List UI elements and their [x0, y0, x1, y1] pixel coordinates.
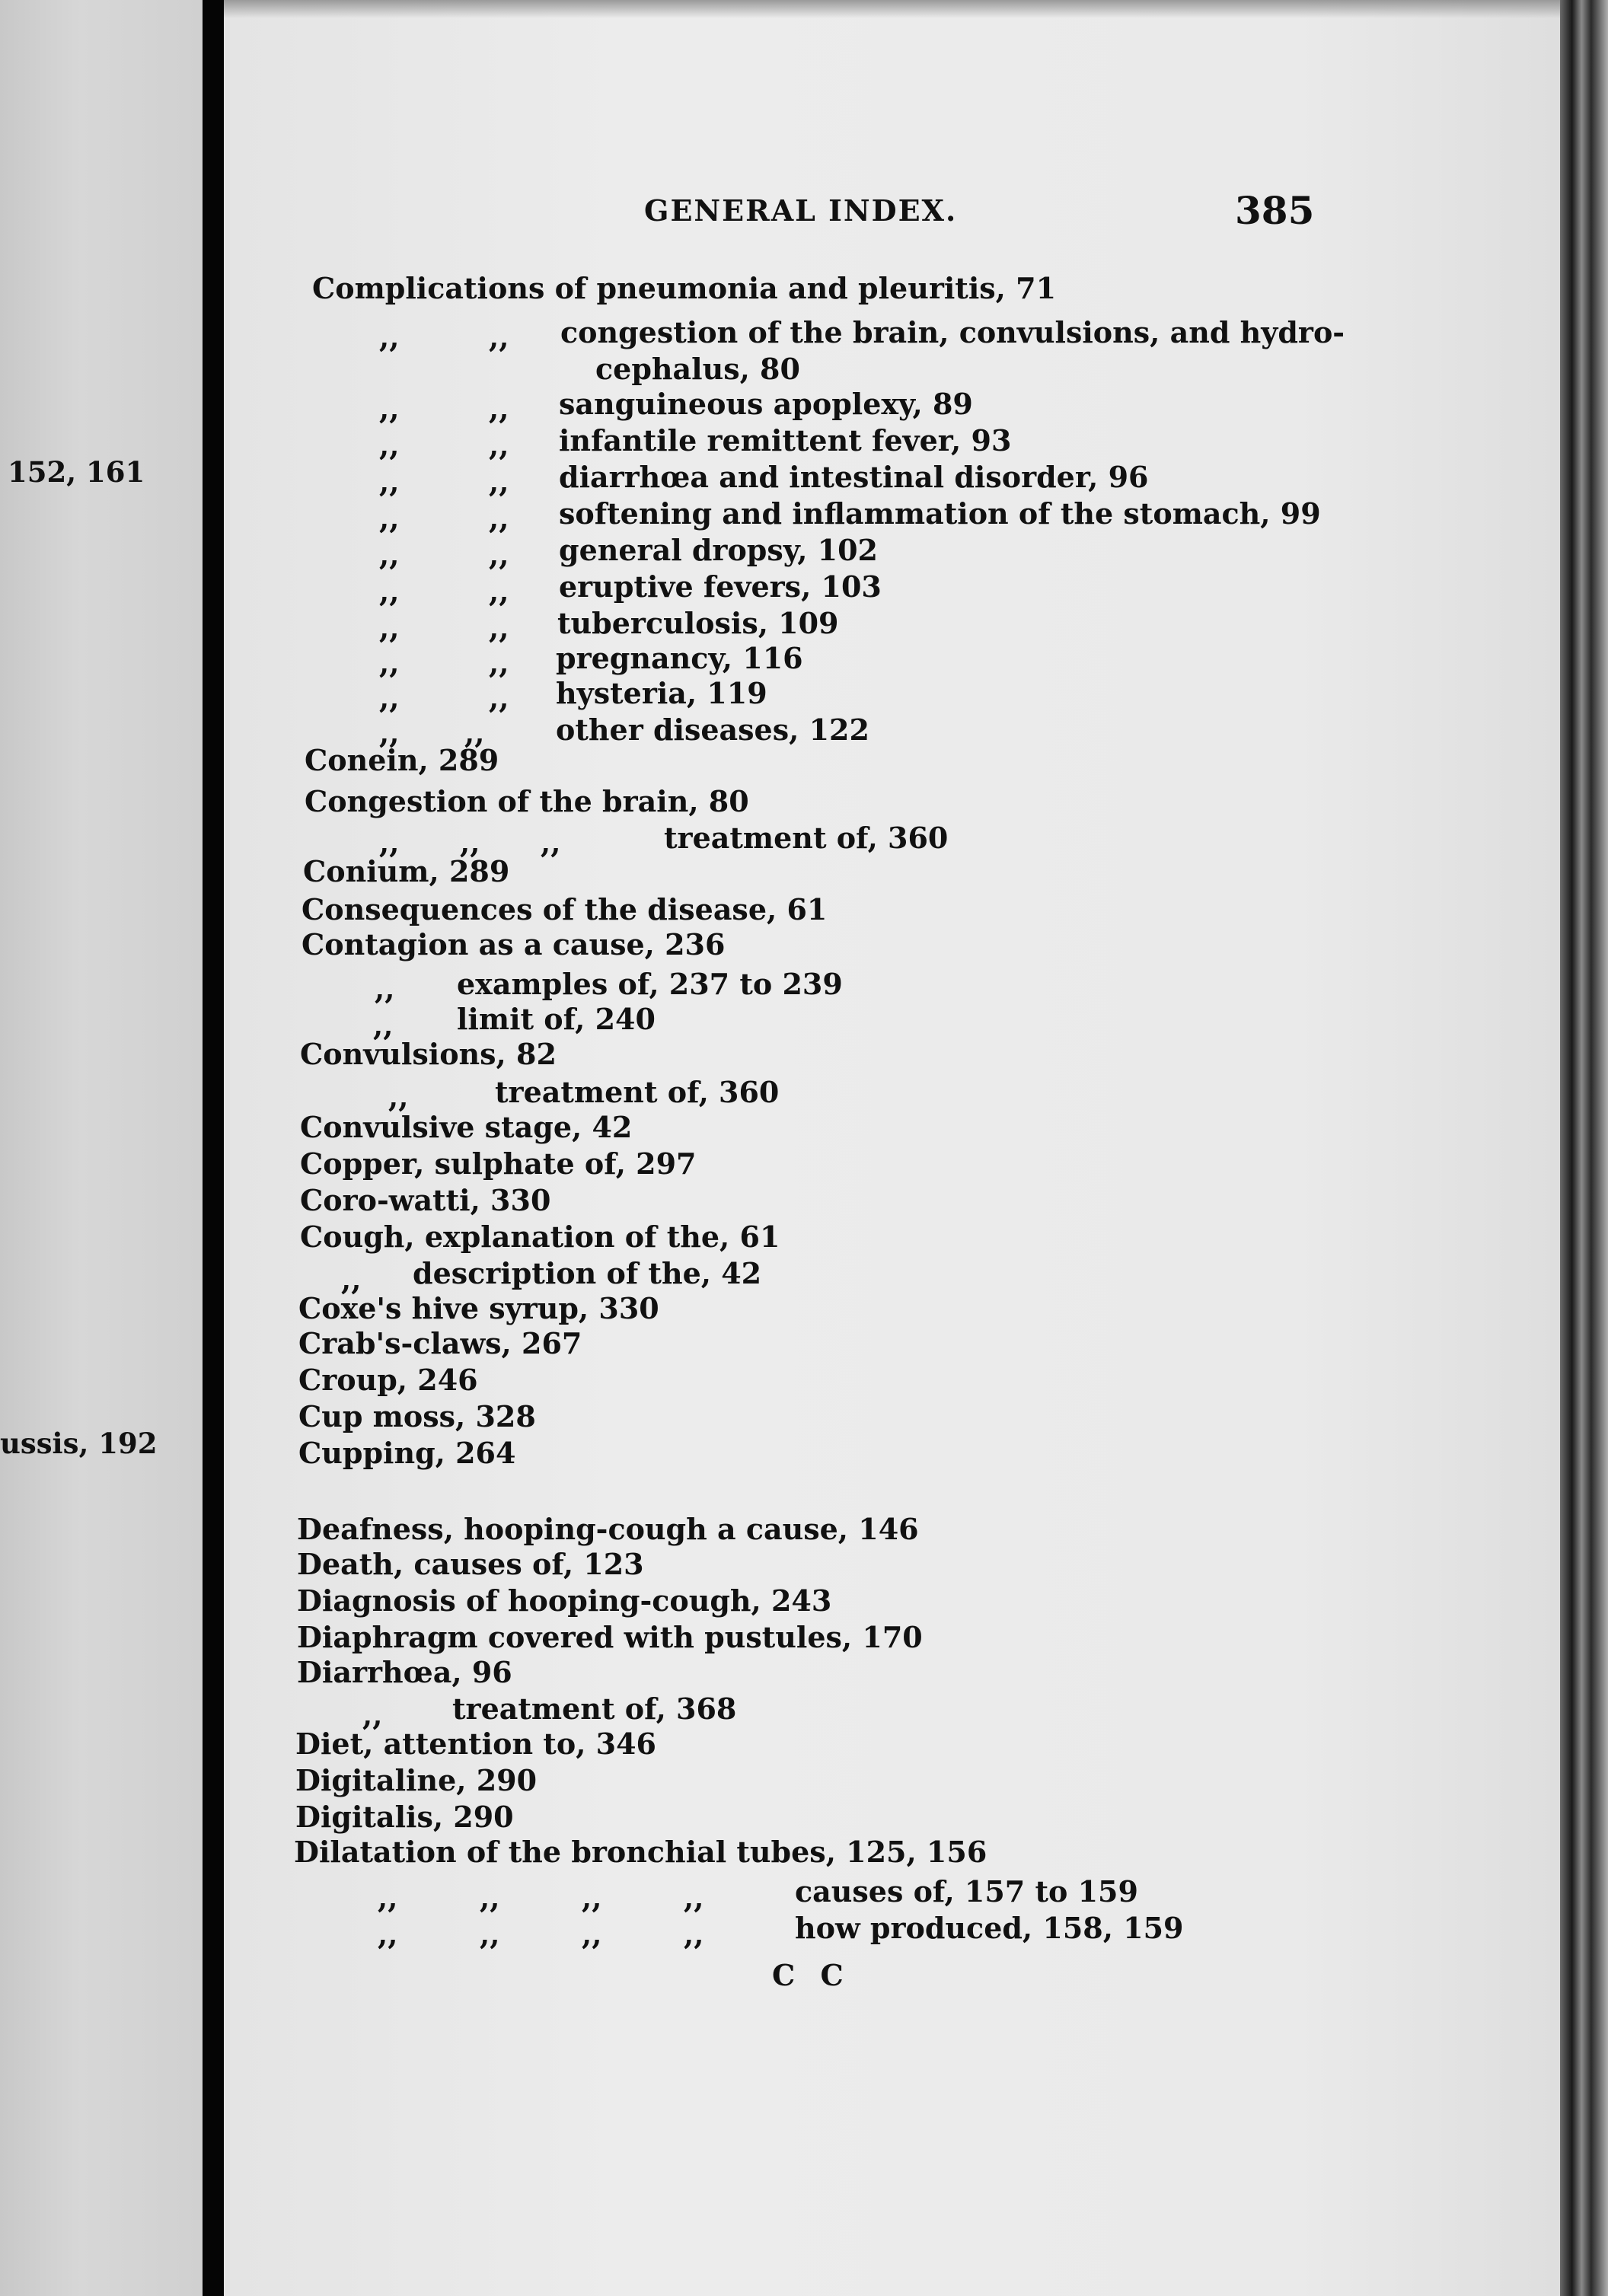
ditto-mark: ,,: [489, 320, 509, 354]
index-subentry: eruptive fevers, 103: [559, 569, 882, 604]
index-entry: Diet, attention to, 346: [295, 1727, 656, 1761]
ditto-mark: ,,: [388, 1079, 409, 1114]
ditto-mark: ,,: [362, 1698, 383, 1732]
ditto-mark: ,,: [541, 825, 561, 859]
ditto-mark: ,,: [379, 681, 400, 715]
ditto-mark: ,,: [379, 537, 400, 572]
index-entry: Cup moss, 328: [298, 1399, 536, 1433]
index-entry: Diarrhœa, 96: [297, 1655, 512, 1689]
ditto-mark: ,,: [379, 825, 400, 859]
running-header: GENERAL INDEX.: [644, 193, 958, 228]
ditto-mark: ,,: [373, 1008, 394, 1042]
index-subentry: softening and inflammation of the stomach, 99: [559, 496, 1321, 531]
index-entry: Cupping, 264: [298, 1436, 516, 1470]
ditto-mark: ,,: [379, 574, 400, 608]
index-subentry: treatment of, 360: [495, 1075, 780, 1109]
ditto-mark: ,,: [582, 1917, 602, 1951]
index-subentry: tuberculosis, 109: [557, 606, 839, 640]
index-entry: Consequences of the disease, 61: [302, 892, 828, 926]
ditto-mark: ,,: [379, 391, 400, 426]
ditto-mark: ,,: [378, 1880, 398, 1915]
index-subentry: pregnancy, 116: [556, 641, 803, 675]
index-subentry: causes of, 157 to 159: [795, 1874, 1138, 1909]
index-subentry: treatment of, 360: [664, 821, 949, 855]
index-entry: Coro-watti, 330: [300, 1183, 551, 1217]
index-entry: Conium, 289: [303, 854, 510, 888]
ditto-mark: ,,: [464, 716, 485, 750]
ditto-mark: ,,: [480, 1880, 500, 1915]
index-entry: Convulsions, 82: [300, 1037, 557, 1071]
ditto-mark: ,,: [489, 611, 509, 645]
index-entry: Diaphragm covered with pustules, 170: [297, 1620, 923, 1654]
index-entry: Complications of pneumonia and pleuritis, 71: [312, 271, 1057, 305]
index-entry: Death, causes of, 123: [297, 1547, 644, 1581]
ditto-mark: ,,: [379, 320, 400, 354]
index-entry: Digitaline, 290: [295, 1763, 538, 1797]
index-subentry: description of the, 42: [413, 1256, 762, 1290]
ditto-mark: ,,: [489, 501, 509, 535]
index-subentry: limit of, 240: [457, 1002, 656, 1036]
index-entry: Deafness, hooping-cough a cause, 146: [297, 1512, 919, 1546]
index-entry: Crab's-claws, 267: [298, 1326, 582, 1360]
index-entry: Dilatation of the bronchial tubes, 125, 156: [294, 1835, 987, 1869]
index-entry: Coxe's hive syrup, 330: [298, 1291, 659, 1325]
ditto-mark: ,,: [489, 681, 509, 715]
index-subentry: treatment of, 368: [452, 1692, 737, 1726]
index-entry: Diagnosis of hooping-cough, 243: [297, 1583, 832, 1618]
ditto-mark: ,,: [379, 611, 400, 645]
index-subentry: examples of, 237 to 239: [457, 967, 843, 1001]
index-entry: Conein, 289: [305, 743, 499, 777]
page-top-shadow: [224, 0, 1560, 18]
facing-page: [0, 0, 203, 2296]
ditto-mark: ,,: [375, 971, 395, 1006]
index-subentry: infantile remittent fever, 93: [559, 423, 1012, 458]
page-number: 385: [1235, 188, 1315, 233]
facing-page-fragment: ussis, 192: [0, 1427, 158, 1460]
index-subentry-continuation: cephalus, 80: [595, 352, 800, 386]
ditto-mark: ,,: [379, 716, 400, 750]
ditto-mark: ,,: [379, 501, 400, 535]
ditto-mark: ,,: [489, 464, 509, 499]
ditto-mark: ,,: [379, 464, 400, 499]
index-entry: Cough, explanation of the, 61: [300, 1220, 780, 1254]
index-subentry: general dropsy, 102: [559, 533, 878, 567]
index-subentry: how produced, 158, 159: [795, 1911, 1184, 1945]
page-edge-shadow: [1560, 0, 1608, 2296]
ditto-mark: ,,: [684, 1917, 704, 1951]
ditto-mark: ,,: [480, 1917, 500, 1951]
ditto-mark: ,,: [489, 537, 509, 572]
ditto-mark: ,,: [378, 1917, 398, 1951]
index-entry: Contagion as a cause, 236: [302, 927, 726, 961]
ditto-mark: ,,: [460, 825, 480, 859]
index-entry: Congestion of the brain, 80: [305, 784, 749, 818]
facing-page-fragment: 152, 161: [8, 455, 145, 489]
index-entry: Croup, 246: [298, 1363, 478, 1397]
book-gutter: [203, 0, 224, 2296]
index-entry: Convulsive stage, 42: [300, 1110, 633, 1144]
ditto-mark: ,,: [489, 428, 509, 462]
ditto-mark: ,,: [379, 428, 400, 462]
ditto-mark: ,,: [489, 574, 509, 608]
ditto-mark: ,,: [489, 391, 509, 426]
signature-mark: C C: [772, 1958, 851, 1992]
index-subentry: hysteria, 119: [556, 676, 767, 710]
ditto-mark: ,,: [582, 1880, 602, 1915]
ditto-mark: ,,: [341, 1262, 362, 1296]
ditto-mark: ,,: [684, 1880, 704, 1915]
index-subentry: sanguineous apoplexy, 89: [559, 387, 973, 421]
index-subentry: diarrhœa and intestinal disorder, 96: [559, 460, 1149, 494]
index-subentry: congestion of the brain, convulsions, and hydro-: [560, 315, 1345, 349]
index-entry: Digitalis, 290: [295, 1800, 514, 1834]
ditto-mark: ,,: [489, 646, 509, 680]
index-subentry: other diseases, 122: [556, 713, 869, 747]
ditto-mark: ,,: [379, 646, 400, 680]
index-entry: Copper, sulphate of, 297: [300, 1146, 697, 1181]
